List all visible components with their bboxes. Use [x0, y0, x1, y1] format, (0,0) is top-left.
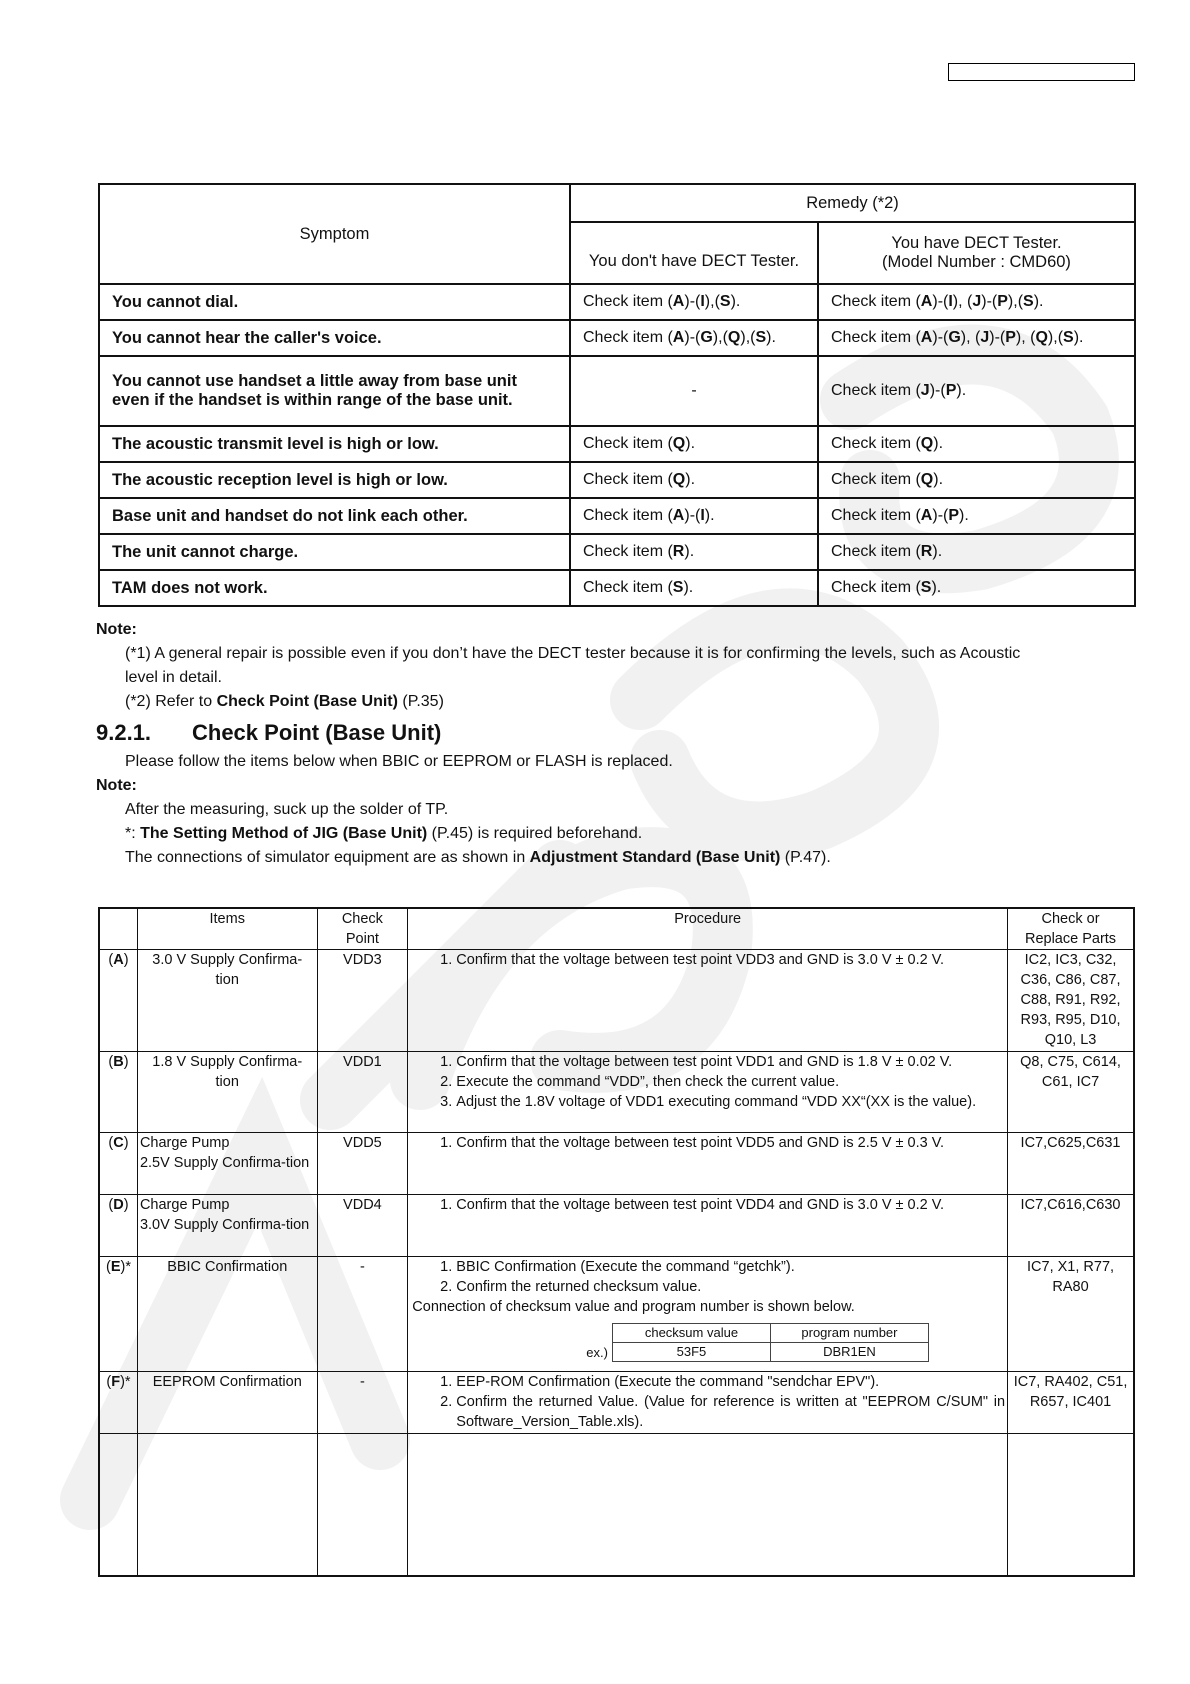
row-procedure: [408, 1372, 1008, 1434]
procedure-step: 1. Confirm that the voltage between test point VDD1 and GND is 1.8 V ± 0.02 V.: [456, 1052, 1005, 1072]
note-item-2: [96, 690, 1156, 714]
check-point-link[interactable]: Check Point (Base Unit): [216, 693, 398, 710]
empty-cell: [99, 1434, 137, 1576]
procedure-step: 1. Confirm that the voltage between test point VDD5 and GND is 2.5 V ± 0.3 V.: [456, 1133, 1005, 1153]
row-item: [137, 1052, 317, 1133]
note-label: Note:: [96, 621, 137, 638]
check-item-ref: Q: [920, 471, 934, 488]
row-id-suffix: *: [125, 1259, 131, 1275]
note-item-1: [96, 642, 1156, 690]
header-check-point-line1: Check: [341, 911, 383, 927]
row-item: [137, 950, 317, 1052]
row-check-point: VDD5: [317, 1133, 408, 1195]
check-row-d: [99, 1195, 1134, 1257]
example-checksum-value: 53F5: [612, 1343, 770, 1362]
row-check-point: VDD4: [317, 1195, 408, 1257]
row-item-line2: 3.0V Supply Confirma-tion: [139, 1217, 310, 1233]
symptom-cell: The acoustic reception level is high or low.: [99, 462, 570, 498]
check-item-ref: Q: [672, 435, 686, 452]
check-item-ref: Q: [1035, 329, 1048, 346]
symptom-row: [99, 426, 1135, 462]
symptom-row: [99, 284, 1135, 320]
procedure-step: 2. Confirm the returned Value. (Value for reference is written at "EEPROM C/SUM" in Software_Version_Table.xls).: [456, 1392, 1005, 1432]
symptom-line2: even if the handset is within range of the base unit.: [112, 391, 513, 409]
section-number: 9.2.1.: [96, 720, 152, 745]
symptom-cell: You cannot dial.: [99, 284, 570, 320]
check-item-ref: S: [920, 579, 932, 596]
row-id-letter: D: [113, 1197, 124, 1213]
check-item-ref: R: [920, 543, 933, 560]
check-item-ref: G: [948, 329, 961, 346]
row-item: EEPROM Confirmation: [137, 1372, 317, 1434]
symptom-row: [99, 356, 1135, 426]
remedy-has-tester: Check item (R).: [818, 534, 1135, 570]
example-program-number: DBR1EN: [770, 1343, 928, 1362]
check-row-e: [99, 1257, 1134, 1372]
check-item-ref: S: [672, 579, 684, 596]
section-note-2-suffix: (P.45) is required beforehand.: [427, 825, 643, 842]
empty-cell: [317, 1434, 408, 1576]
check-row-b: [99, 1052, 1134, 1133]
header-parts-line2: Replace Parts: [1024, 931, 1117, 947]
check-item-ref: A: [920, 293, 933, 310]
remedy-has-tester: Check item (A)-(G), (J)-(P), (Q),(S).: [818, 320, 1135, 356]
row-procedure: [408, 1052, 1008, 1133]
row-item-line2: tion: [215, 1074, 239, 1090]
example-label: ex.): [586, 1344, 608, 1360]
row-parts: Q8, C75, C614, C61, IC7: [1008, 1052, 1134, 1133]
note-item-1-cont: level in detail.: [125, 669, 222, 686]
remedy-no-tester: Check item (A)-(I).: [570, 498, 818, 534]
check-item-ref: A: [672, 507, 685, 524]
check-item-ref: I: [700, 293, 705, 310]
check-item-ref: S: [755, 329, 767, 346]
row-parts: IC2, IC3, C32, C36, C86, C87, C88, R91, R92, R93, R95, D10, Q10, L3: [1008, 950, 1134, 1052]
row-item-line2: tion: [215, 972, 239, 988]
symptom-cell: Base unit and handset do not link each other.: [99, 498, 570, 534]
row-id: (E)*: [99, 1257, 137, 1372]
check-item-ref: A: [672, 293, 685, 310]
header-has-tester-line1: You have DECT Tester.: [891, 234, 1062, 252]
procedure-step: 1. EEP-ROM Confirmation (Execute the command "sendchar EPV").: [456, 1372, 1005, 1392]
procedure-step: 2. Execute the command “VDD”, then check the current value.: [456, 1072, 1005, 1092]
row-procedure: [408, 1195, 1008, 1257]
note-item-1-text: (*1) A general repair is possible even if you don’t have the DECT tester because it is for confirming the levels, such as Acoustic: [125, 645, 1021, 662]
section-note-1: After the measuring, suck up the solder of TP.: [125, 801, 449, 818]
check-item-ref: S: [719, 293, 731, 310]
symptom-row: [99, 570, 1135, 606]
jig-setting-link[interactable]: The Setting Method of JIG (Base Unit): [140, 825, 428, 842]
header-parts-line1: Check or: [1041, 911, 1100, 927]
remedy-has-tester: Check item (A)-(P).: [818, 498, 1135, 534]
check-item-ref: I: [948, 293, 953, 310]
row-id-letter: C: [113, 1135, 124, 1151]
header-has-tester-line2: (Model Number : CMD60): [882, 253, 1071, 271]
check-table-header: [99, 908, 1134, 950]
section-intro: Please follow the items below when BBIC or EEPROM or FLASH is replaced.: [125, 753, 673, 770]
example-header-program: program number: [770, 1324, 928, 1343]
check-item-ref: P: [1005, 329, 1016, 346]
section-note-label: Note:: [96, 777, 137, 794]
row-id-letter: F: [111, 1374, 121, 1390]
remedy-has-tester: Check item (Q).: [818, 462, 1135, 498]
header-remedy: Remedy (*2): [570, 184, 1135, 222]
symptom-row: [99, 462, 1135, 498]
section-title: Check Point (Base Unit): [192, 720, 442, 745]
check-item-ref: Q: [672, 471, 686, 488]
remedy-has-tester: Check item (A)-(I), (J)-(P),(S).: [818, 284, 1135, 320]
empty-cell: [137, 1434, 317, 1576]
procedure-note: Connection of checksum value and program number is shown below.: [412, 1299, 855, 1315]
check-item-ref: A: [920, 329, 933, 346]
section-note-2-prefix: *:: [125, 825, 141, 842]
row-id: (F)*: [99, 1372, 137, 1434]
procedure-steps: [410, 950, 1005, 970]
check-item-ref: J: [972, 293, 982, 310]
remedy-no-tester: Check item (R).: [570, 534, 818, 570]
empty-cell: [1008, 1434, 1134, 1576]
empty-cell: [408, 1434, 1008, 1576]
check-item-ref: S: [1063, 329, 1074, 346]
header-symptom: Symptom: [99, 184, 570, 284]
row-item-line1: 1.8 V Supply Confirma-: [152, 1054, 303, 1070]
check-point-table: [98, 907, 1135, 1577]
remedy-no-tester: -: [570, 356, 818, 426]
row-check-point: VDD3: [317, 950, 408, 1052]
remedy-no-tester: Check item (A)-(I),(S).: [570, 284, 818, 320]
example-header-checksum: checksum value: [612, 1324, 770, 1343]
check-item-ref: Q: [727, 329, 741, 346]
row-id-letter: E: [110, 1259, 121, 1275]
symptom-row: [99, 320, 1135, 356]
header-check-point-line2: Point: [345, 931, 379, 947]
row-id-letter: A: [113, 952, 124, 968]
row-item: BBIC Confirmation: [137, 1257, 317, 1372]
symptom-cell: [99, 356, 570, 426]
procedure-steps: [410, 1052, 1005, 1112]
procedure-step: 1. Confirm that the voltage between test point VDD4 and GND is 3.0 V ± 0.2 V.: [456, 1195, 1005, 1215]
check-item-ref: R: [672, 543, 685, 560]
check-row-f: [99, 1372, 1134, 1434]
check-item-ref: I: [700, 507, 705, 524]
section-note-3-prefix: The connections of simulator equipment are as shown in: [125, 849, 530, 866]
section-note-3-suffix: (P.47).: [780, 849, 831, 866]
procedure-step: 2. Confirm the returned checksum value.: [456, 1277, 1005, 1297]
header-has-tester: [818, 222, 1135, 284]
check-item-ref: A: [920, 507, 933, 524]
remedy-has-tester: Check item (S).: [818, 570, 1135, 606]
note-item-2-prefix: (*2) Refer to: [125, 693, 217, 710]
row-procedure: [408, 1133, 1008, 1195]
row-check-point: VDD1: [317, 1052, 408, 1133]
remedy-no-tester: Check item (Q).: [570, 462, 818, 498]
procedure-steps: [410, 1133, 1005, 1153]
row-check-point: -: [317, 1257, 408, 1372]
row-parts: IC7, RA402, C51, R657, IC401: [1008, 1372, 1134, 1434]
header-procedure: Procedure: [408, 908, 1008, 950]
procedure-step: 1. BBIC Confirmation (Execute the command “getchk”).: [456, 1257, 1005, 1277]
row-item-line1: Charge Pump: [139, 1135, 230, 1151]
symptom-cell: TAM does not work.: [99, 570, 570, 606]
header-items: Items: [137, 908, 317, 950]
adjustment-standard-link[interactable]: Adjustment Standard (Base Unit): [529, 849, 781, 866]
header-label-box: [948, 63, 1135, 81]
header-id: [99, 908, 137, 950]
notes-block: [96, 618, 1156, 714]
check-row-a: [99, 950, 1134, 1052]
remedy-no-tester: Check item (Q).: [570, 426, 818, 462]
row-parts: IC7,C616,C630: [1008, 1195, 1134, 1257]
row-check-point: -: [317, 1372, 408, 1434]
row-id: (C): [99, 1133, 137, 1195]
symptom-row: [99, 534, 1135, 570]
check-item-ref: Q: [920, 435, 934, 452]
check-item-ref: G: [700, 329, 713, 346]
section-notes: [96, 750, 1156, 870]
row-item-line1: 3.0 V Supply Confirma-: [152, 952, 303, 968]
row-parts: IC7,C625,C631: [1008, 1133, 1134, 1195]
row-id: (D): [99, 1195, 137, 1257]
symptom-remedy-table: [98, 183, 1136, 607]
row-item: [137, 1195, 317, 1257]
check-item-ref: J: [980, 329, 990, 346]
section-note-3: [96, 846, 1156, 870]
symptom-line1: You cannot use handset a little away from base unit: [112, 372, 517, 390]
row-procedure: [408, 950, 1008, 1052]
symptom-cell: The unit cannot charge.: [99, 534, 570, 570]
remedy-has-tester: Check item (Q).: [818, 426, 1135, 462]
check-item-ref: S: [1023, 293, 1034, 310]
row-id: (A): [99, 950, 137, 1052]
remedy-no-tester: Check item (S).: [570, 570, 818, 606]
header-no-tester: You don't have DECT Tester.: [570, 222, 818, 284]
row-item: [137, 1133, 317, 1195]
row-id-suffix: *: [124, 1374, 131, 1390]
row-procedure: [408, 1257, 1008, 1372]
check-item-ref: P: [945, 382, 957, 399]
check-row-c: [99, 1133, 1134, 1195]
header-parts: [1008, 908, 1134, 950]
check-row-empty: [99, 1434, 1134, 1576]
section-heading: [96, 720, 441, 746]
row-parts: IC7, X1, R77, RA80: [1008, 1257, 1134, 1372]
check-item-ref: P: [948, 507, 960, 524]
check-item-ref: A: [672, 329, 685, 346]
procedure-step: 3. Adjust the 1.8V voltage of VDD1 executing command “VDD XX“(XX is the value).: [456, 1092, 1005, 1112]
procedure-steps: [410, 1257, 1005, 1297]
section-note-2: [96, 822, 1156, 846]
symptom-cell: You cannot hear the caller's voice.: [99, 320, 570, 356]
remedy-has-tester: Check item (J)-(P).: [818, 356, 1135, 426]
procedure-steps: [410, 1195, 1005, 1215]
procedure-steps: [410, 1372, 1005, 1432]
symptom-cell: The acoustic transmit level is high or low.: [99, 426, 570, 462]
check-item-ref: J: [920, 382, 930, 399]
row-item-line2: 2.5V Supply Confirma-tion: [139, 1155, 310, 1171]
header-check-point: [317, 908, 408, 950]
row-item-line1: Charge Pump: [139, 1197, 230, 1213]
procedure-step: 1. Confirm that the voltage between test point VDD3 and GND is 3.0 V ± 0.2 V.: [456, 950, 1005, 970]
remedy-no-tester: Check item (A)-(G),(Q),(S).: [570, 320, 818, 356]
check-item-ref: P: [997, 293, 1008, 310]
row-id-letter: B: [113, 1054, 124, 1070]
note-item-2-suffix: (P.35): [397, 693, 444, 710]
symptom-row: [99, 498, 1135, 534]
checksum-example-table: [580, 1323, 929, 1362]
row-id: (B): [99, 1052, 137, 1133]
